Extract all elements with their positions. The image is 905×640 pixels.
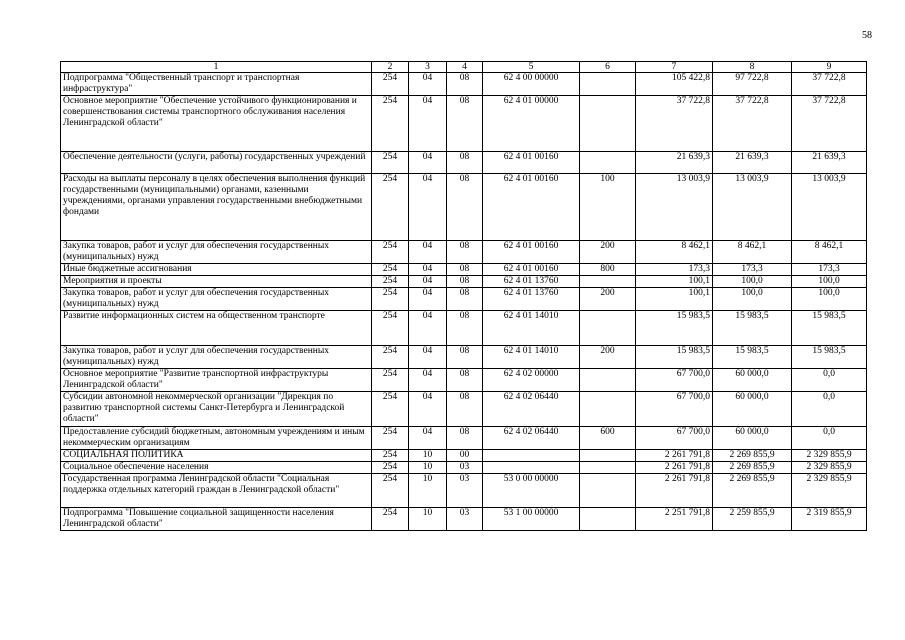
row-value-cell: 13 003,9: [713, 174, 792, 241]
table-row: [61, 276, 867, 288]
row-value-cell: 62 4 01 14010: [483, 311, 580, 346]
row-value-cell: 04: [409, 392, 447, 427]
row-value-cell: 8 462,1: [713, 241, 792, 264]
row-value-cell: [483, 462, 580, 474]
row-value-cell: 03: [447, 508, 483, 531]
row-value-cell: 10: [409, 450, 447, 462]
row-value-cell: 08: [447, 241, 483, 264]
row-value-cell: 04: [409, 96, 447, 152]
row-value-cell: 62 4 00 00000: [483, 73, 580, 96]
row-name-cell: Социальное обеспечение населения: [61, 462, 372, 474]
row-value-cell: 04: [409, 241, 447, 264]
header-cell: 6: [580, 62, 636, 73]
row-value-cell: 67 700,0: [636, 369, 713, 392]
row-value-cell: 13 003,9: [636, 174, 713, 241]
row-value-cell: 97 722,8: [713, 73, 792, 96]
row-name-cell: Закупка товаров, работ и услуг для обеспечения государственных (муниципальных) нужд: [61, 241, 372, 264]
row-name-cell: Основное мероприятие "Развитие транспортной инфраструктуры Ленинградской области": [61, 369, 372, 392]
table-row: [61, 96, 867, 152]
row-value-cell: [580, 508, 636, 531]
row-value-cell: 15 983,5: [792, 346, 867, 369]
row-value-cell: 37 722,8: [792, 73, 867, 96]
row-name-cell: Закупка товаров, работ и услуг для обеспечения государственных (муниципальных) нужд: [61, 346, 372, 369]
table-row: [61, 369, 867, 392]
header-cell: 4: [447, 62, 483, 73]
table-row: [61, 152, 867, 174]
row-value-cell: 200: [580, 346, 636, 369]
row-value-cell: [580, 152, 636, 174]
row-value-cell: 2 261 791,8: [636, 462, 713, 474]
row-value-cell: 08: [447, 392, 483, 427]
row-value-cell: [580, 450, 636, 462]
row-value-cell: [580, 392, 636, 427]
row-value-cell: 62 4 01 00160: [483, 264, 580, 276]
row-value-cell: 2 329 855,9: [792, 474, 867, 508]
row-value-cell: 08: [447, 174, 483, 241]
row-value-cell: 04: [409, 346, 447, 369]
row-name-cell: Развитие информационных систем на общественном транспорте: [61, 311, 372, 346]
row-value-cell: 100,1: [636, 276, 713, 288]
row-value-cell: 15 983,5: [713, 311, 792, 346]
row-value-cell: 10: [409, 462, 447, 474]
row-value-cell: 37 722,8: [792, 96, 867, 152]
row-value-cell: [580, 276, 636, 288]
row-value-cell: 08: [447, 96, 483, 152]
row-value-cell: 8 462,1: [792, 241, 867, 264]
row-value-cell: 15 983,5: [636, 311, 713, 346]
row-value-cell: 254: [372, 369, 409, 392]
row-value-cell: 200: [580, 288, 636, 311]
header-cell: 3: [409, 62, 447, 73]
row-value-cell: 13 003,9: [792, 174, 867, 241]
row-value-cell: 254: [372, 174, 409, 241]
row-value-cell: 08: [447, 427, 483, 450]
row-value-cell: 2 259 855,9: [713, 508, 792, 531]
row-value-cell: 60 000,0: [713, 392, 792, 427]
row-value-cell: 62 4 02 00000: [483, 369, 580, 392]
row-value-cell: 62 4 01 13760: [483, 276, 580, 288]
row-value-cell: 08: [447, 73, 483, 96]
budget-table: [60, 61, 867, 531]
row-value-cell: 08: [447, 346, 483, 369]
row-value-cell: 15 983,5: [713, 346, 792, 369]
row-name-cell: Государственная программа Ленинградской области "Социальная поддержка отдельных категорий граждан в Ленинградской области": [61, 474, 372, 508]
row-value-cell: 254: [372, 311, 409, 346]
row-value-cell: 62 4 01 00160: [483, 174, 580, 241]
row-name-cell: СОЦИАЛЬНАЯ ПОЛИТИКА: [61, 450, 372, 462]
header-cell: 9: [792, 62, 867, 73]
row-value-cell: 04: [409, 73, 447, 96]
table-row: [61, 474, 867, 508]
row-value-cell: 2 269 855,9: [713, 462, 792, 474]
page-number: 58: [862, 30, 872, 41]
row-value-cell: 8 462,1: [636, 241, 713, 264]
row-value-cell: 254: [372, 264, 409, 276]
row-value-cell: 2 269 855,9: [713, 450, 792, 462]
row-value-cell: 21 639,3: [713, 152, 792, 174]
row-value-cell: 62 4 01 00160: [483, 152, 580, 174]
row-value-cell: [580, 369, 636, 392]
table-row: [61, 462, 867, 474]
table-row: [61, 73, 867, 96]
row-value-cell: 10: [409, 508, 447, 531]
row-value-cell: 04: [409, 174, 447, 241]
row-value-cell: 04: [409, 276, 447, 288]
row-value-cell: 62 4 01 00000: [483, 96, 580, 152]
row-value-cell: [580, 474, 636, 508]
row-value-cell: 2 261 791,8: [636, 474, 713, 508]
row-value-cell: 67 700,0: [636, 427, 713, 450]
row-value-cell: 15 983,5: [792, 311, 867, 346]
table-row: [61, 288, 867, 311]
header-cell: 7: [636, 62, 713, 73]
row-value-cell: 08: [447, 369, 483, 392]
row-value-cell: 62 4 02 06440: [483, 427, 580, 450]
row-value-cell: 254: [372, 96, 409, 152]
row-name-cell: Обеспечение деятельности (услуги, работы) государственных учреждений: [61, 152, 372, 174]
row-value-cell: 0,0: [792, 392, 867, 427]
row-value-cell: 03: [447, 462, 483, 474]
row-value-cell: 800: [580, 264, 636, 276]
row-value-cell: 21 639,3: [636, 152, 713, 174]
row-value-cell: 2 251 791,8: [636, 508, 713, 531]
table-row: [61, 346, 867, 369]
header-cell: 8: [713, 62, 792, 73]
row-value-cell: 173,3: [713, 264, 792, 276]
row-value-cell: 254: [372, 462, 409, 474]
row-value-cell: 04: [409, 288, 447, 311]
row-value-cell: 0,0: [792, 427, 867, 450]
row-value-cell: 100,0: [792, 276, 867, 288]
row-value-cell: 254: [372, 508, 409, 531]
row-value-cell: 173,3: [636, 264, 713, 276]
row-value-cell: 254: [372, 427, 409, 450]
row-value-cell: 2 319 855,9: [792, 508, 867, 531]
row-value-cell: 60 000,0: [713, 427, 792, 450]
row-value-cell: 100,1: [636, 288, 713, 311]
row-value-cell: 200: [580, 241, 636, 264]
row-value-cell: 08: [447, 264, 483, 276]
row-value-cell: 04: [409, 369, 447, 392]
row-value-cell: 254: [372, 73, 409, 96]
row-name-cell: Подпрограмма "Общественный транспорт и транспортная инфраструктура": [61, 73, 372, 96]
table-row: [61, 174, 867, 241]
row-name-cell: Подпрограмма "Повышение социальной защищенности населения Ленинградской области": [61, 508, 372, 531]
row-value-cell: 254: [372, 450, 409, 462]
row-value-cell: 08: [447, 311, 483, 346]
header-cell: 2: [372, 62, 409, 73]
row-value-cell: 21 639,3: [792, 152, 867, 174]
table-row: [61, 392, 867, 427]
table-row: [61, 450, 867, 462]
header-cell: 5: [483, 62, 580, 73]
row-value-cell: [580, 311, 636, 346]
row-value-cell: 254: [372, 346, 409, 369]
row-value-cell: 15 983,5: [636, 346, 713, 369]
row-value-cell: 60 000,0: [713, 369, 792, 392]
row-value-cell: 53 1 00 00000: [483, 508, 580, 531]
row-value-cell: 2 269 855,9: [713, 474, 792, 508]
table-row: [61, 427, 867, 450]
row-value-cell: 254: [372, 474, 409, 508]
row-value-cell: 08: [447, 276, 483, 288]
row-name-cell: Субсидии автономной некоммерческой организации "Дирекция по развитию транспортной системы Санкт-Петербурга и Ленинградской области": [61, 392, 372, 427]
row-value-cell: 254: [372, 392, 409, 427]
table-row: [61, 264, 867, 276]
table-row: [61, 508, 867, 531]
row-value-cell: 100,0: [713, 288, 792, 311]
row-name-cell: Предоставление субсидий бюджетным, автономным учреждениям и иным некоммерческим организациям: [61, 427, 372, 450]
row-name-cell: Мероприятия и проекты: [61, 276, 372, 288]
row-name-cell: Закупка товаров, работ и услуг для обеспечения государственных (муниципальных) нужд: [61, 288, 372, 311]
row-value-cell: 0,0: [792, 369, 867, 392]
row-value-cell: 2 329 855,9: [792, 462, 867, 474]
row-name-cell: Иные бюджетные ассигнования: [61, 264, 372, 276]
row-name-cell: Расходы на выплаты персоналу в целях обеспечения выполнения функций государственными (муниципальными) органами, казенными учреждениями, органами управления государственными внебюджетными фондами: [61, 174, 372, 241]
row-value-cell: 00: [447, 450, 483, 462]
row-value-cell: 53 0 00 00000: [483, 474, 580, 508]
row-value-cell: 2 261 791,8: [636, 450, 713, 462]
row-value-cell: 62 4 01 13760: [483, 288, 580, 311]
row-value-cell: 10: [409, 474, 447, 508]
row-value-cell: [580, 73, 636, 96]
row-value-cell: 04: [409, 427, 447, 450]
row-value-cell: 100,0: [792, 288, 867, 311]
row-value-cell: 37 722,8: [636, 96, 713, 152]
row-value-cell: 100: [580, 174, 636, 241]
row-value-cell: 62 4 01 00160: [483, 241, 580, 264]
row-value-cell: 2 329 855,9: [792, 450, 867, 462]
row-value-cell: 08: [447, 152, 483, 174]
row-value-cell: 600: [580, 427, 636, 450]
row-value-cell: 04: [409, 311, 447, 346]
row-value-cell: 03: [447, 474, 483, 508]
row-value-cell: 37 722,8: [713, 96, 792, 152]
row-value-cell: 62 4 01 14010: [483, 346, 580, 369]
row-value-cell: 254: [372, 276, 409, 288]
row-value-cell: [483, 450, 580, 462]
row-value-cell: 254: [372, 241, 409, 264]
row-value-cell: 100,0: [713, 276, 792, 288]
row-value-cell: 04: [409, 152, 447, 174]
row-value-cell: 254: [372, 152, 409, 174]
row-name-cell: Основное мероприятие "Обеспечение устойчивого функционирования и совершенствования системы транспортного обслуживания населения Ленинградской области": [61, 96, 372, 152]
row-value-cell: 105 422,8: [636, 73, 713, 96]
table-row: [61, 311, 867, 346]
row-value-cell: [580, 96, 636, 152]
header-row: [61, 62, 867, 73]
row-value-cell: 04: [409, 264, 447, 276]
row-value-cell: 62 4 02 06440: [483, 392, 580, 427]
row-value-cell: 67 700,0: [636, 392, 713, 427]
table-row: [61, 241, 867, 264]
header-cell: 1: [61, 62, 372, 73]
row-value-cell: 173,3: [792, 264, 867, 276]
row-value-cell: [580, 462, 636, 474]
row-value-cell: 08: [447, 288, 483, 311]
row-value-cell: 254: [372, 288, 409, 311]
